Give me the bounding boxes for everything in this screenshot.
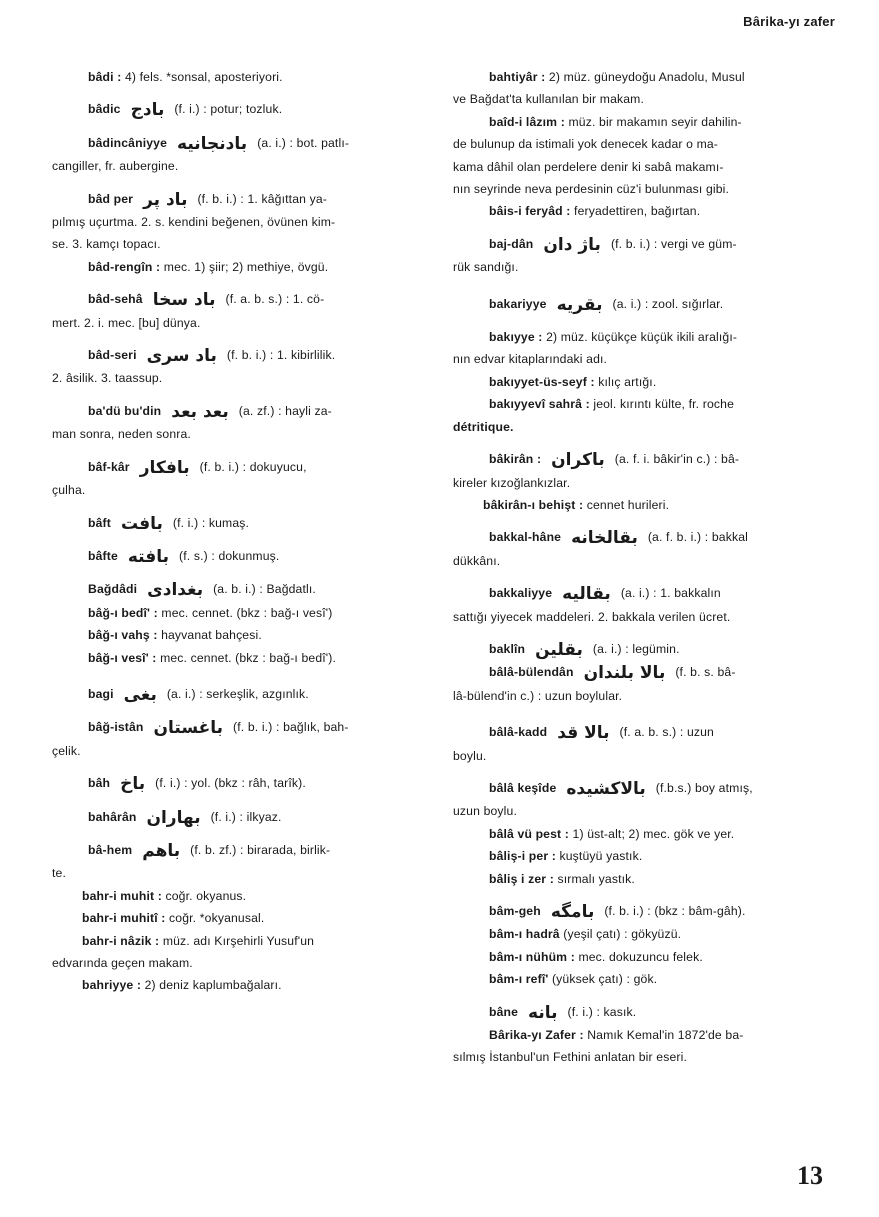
dictionary-entry	[453, 968, 831, 990]
headword: bahârân	[88, 809, 137, 824]
headword: bakkal-hâne	[489, 530, 562, 545]
dictionary-entry	[52, 716, 428, 762]
arabic-script: باكران	[551, 450, 605, 471]
headword: bakkaliyye	[489, 586, 553, 601]
dictionary-entry	[453, 638, 831, 661]
dictionary-entry	[52, 256, 428, 278]
definition: mec. 1) şiir; 2) methiye, övgü.	[163, 259, 329, 274]
dictionary-entry	[453, 526, 831, 572]
dictionary-entry	[453, 293, 831, 316]
headword: bâd per	[88, 191, 134, 206]
definition: 2) deniz kaplumbağaları.	[144, 978, 282, 993]
dictionary-entry	[453, 1001, 831, 1024]
headword: bâh	[88, 776, 111, 791]
headword: bâ-hem	[88, 842, 133, 857]
headword: bâğ-ı bedî' :	[88, 605, 158, 620]
arabic-script: بادنجانیه	[177, 133, 248, 154]
definition-continued: lâ-bülend'in c.) : uzun boylular.	[453, 688, 623, 703]
definition: feryadettiren, bağırtan.	[574, 204, 701, 219]
dictionary-entry	[453, 777, 831, 823]
arabic-script: بقالخانه	[571, 528, 638, 549]
dictionary-entry	[453, 494, 831, 516]
definition: mec. cennet. (bkz : bağ-ı bedî').	[160, 650, 337, 665]
dictionary-entry	[52, 930, 428, 975]
arabic-script: بالاکشیده	[566, 778, 646, 799]
headword: bâft	[88, 515, 111, 530]
headword: bahr-i muhitî :	[82, 911, 166, 926]
arabic-script: بادج	[130, 100, 165, 121]
definition: (f.b.s.) boy atmış,	[655, 780, 753, 795]
dictionary-entry	[52, 512, 428, 535]
headword: bakariyye	[489, 296, 547, 311]
dictionary-entry	[52, 624, 428, 646]
headword: bâd-sehâ	[88, 292, 143, 307]
headword: bahr-i nâzik :	[82, 933, 160, 948]
headword: bâğ-istân	[88, 720, 144, 735]
headword: bâğ-ı vesî' :	[88, 650, 157, 665]
definition: coğr. okyanus.	[165, 888, 247, 903]
arabic-script: بغی	[123, 684, 157, 705]
dictionary-entry	[52, 578, 428, 601]
right-column	[453, 66, 831, 1069]
definition: 2) müz. küçükçe küçük ikili aralığı-	[546, 330, 738, 345]
definition: 2) müz. güneydoğu Anadolu, Musul	[548, 70, 745, 84]
definition: jeol. kırıntı külte, fr. roche	[593, 397, 734, 412]
definition-continued: de bulunup da istimali yok denecek kadar o ma-	[453, 137, 719, 152]
dictionary-entry	[453, 823, 831, 845]
definition: (f. i.) : kasık.	[567, 1004, 637, 1019]
headword: bâdincâniyye	[88, 135, 168, 150]
headword: bâlâ-kadd	[489, 725, 548, 740]
headword: ba'dü bu'din	[88, 403, 162, 418]
dictionary-entry	[52, 907, 428, 929]
headword: bâdi :	[88, 70, 122, 84]
definition-continued: boylu.	[453, 748, 487, 763]
definition-continued: se. 3. kamçı topacı.	[52, 237, 161, 252]
definition: müz. bir makamın seyir dahilin-	[568, 114, 742, 129]
dictionary-entry	[52, 647, 428, 669]
definition-continued: rük sandığı.	[453, 260, 519, 275]
arabic-script: بالا قد	[557, 723, 610, 744]
definition: cennet hurileri.	[586, 497, 670, 512]
definition-continued: 2. âsilik. 3. taassup.	[52, 371, 163, 386]
headword: baj-dân	[489, 236, 534, 251]
definition-continued: détritique.	[453, 419, 514, 434]
dictionary-entry	[52, 806, 428, 829]
dictionary-entry	[453, 393, 831, 438]
arabic-script: بالا بلندان	[583, 663, 666, 684]
definition: (a. zf.) : hayli za-	[238, 403, 332, 418]
dictionary-entry	[52, 545, 428, 568]
arabic-script: بقریه	[556, 294, 603, 315]
dictionary-entry	[453, 923, 831, 945]
definition: hayvanat bahçesi.	[161, 628, 262, 643]
arabic-script: باژ دان	[543, 234, 601, 255]
definition: (a. f. i. bâkir'in c.) : bâ-	[614, 452, 740, 467]
definition-continued: kama dâhil olan perdelere denir ki sabâ makamı-	[453, 159, 724, 174]
headword: bâd-rengîn :	[88, 259, 161, 274]
definition: (f. i.) : yol. (bkz : râh, tarîk).	[155, 776, 306, 791]
dictionary-entry	[52, 66, 428, 88]
headword: bâm-ı hadrâ	[489, 927, 560, 942]
dictionary-entry	[52, 885, 428, 907]
dictionary-entry	[52, 132, 428, 178]
dictionary-entry	[52, 98, 428, 121]
definition: (f. b. s. bâ-	[675, 665, 736, 680]
dictionary-entry	[453, 233, 831, 279]
dictionary-entry	[453, 900, 831, 923]
dictionary-entry	[52, 288, 428, 334]
definition: (f. b. i.) : bağlık, bah-	[233, 720, 349, 735]
definition: kuştüyü yastık.	[559, 849, 643, 864]
definition: müz. adı Kırşehirli Yusuf'un	[162, 933, 315, 948]
headword: bâfte	[88, 548, 118, 563]
dictionary-entry	[52, 974, 428, 996]
arabic-script: بعد بعد	[171, 401, 229, 422]
definition-continued: çelik.	[52, 743, 81, 758]
dictionary-entry	[453, 326, 831, 371]
dictionary-entry	[52, 839, 428, 885]
definition-continued: nın seyrinde neva perdesinin cüz'i bulunması gibi.	[453, 182, 730, 197]
definition: mec. dokuzuncu felek.	[578, 949, 703, 964]
definition: Namık Kemal'in 1872'de ba-	[587, 1028, 744, 1043]
headword: bâliş i zer :	[489, 871, 554, 886]
arabic-script: باهم	[142, 840, 181, 861]
dictionary-entry	[453, 111, 831, 201]
headword: bahriyye :	[82, 978, 142, 993]
definition-continued: sılmış İstanbul'un Fethini anlatan bir eseri.	[453, 1050, 687, 1065]
dictionary-entry	[453, 946, 831, 968]
definition: (a. f. b. i.) : bakkal	[647, 530, 748, 545]
arabic-script: بهاران	[146, 807, 201, 828]
headword: Bârika-yı Zafer :	[489, 1028, 584, 1043]
arabic-script: بامگه	[550, 902, 595, 922]
arabic-script: بقلین	[535, 639, 583, 660]
definition-continued: ve Bağdat'ta kullanılan bir makam.	[453, 92, 645, 107]
dictionary-entry	[453, 200, 831, 222]
dictionary-entry	[52, 772, 428, 795]
arabic-script: بافته	[127, 546, 170, 567]
definition-continued: te.	[52, 866, 67, 881]
definition: (a. b. i.) : Bağdatlı.	[213, 582, 316, 597]
dictionary-entry	[453, 448, 831, 494]
definition-continued: nın edvar kitaplarındaki adı.	[453, 352, 608, 367]
definition: (yeşil çatı) : gökyüzü.	[563, 927, 682, 942]
arabic-script: باد سخا	[152, 290, 216, 311]
headword: bâlâ keşîde	[489, 780, 557, 795]
dictionary-entry	[453, 868, 831, 890]
dictionary-entry	[52, 400, 428, 446]
definition: (f. i.) : potur; tozluk.	[174, 102, 283, 117]
arabic-script: باخ	[120, 774, 146, 795]
definition: 4) fels. *sonsal, aposteriyori.	[124, 70, 283, 84]
headword: bâlâ-bülendân	[489, 665, 574, 680]
definition: (a. i.) : bot. patlı-	[257, 135, 350, 150]
dictionary-entry	[453, 582, 831, 628]
definition-continued: edvarında geçen makam.	[52, 956, 193, 970]
headword: bâis-i feryâd :	[489, 204, 571, 219]
dictionary-entry	[453, 1024, 831, 1069]
headword: bâdic	[88, 102, 121, 117]
definition-continued: cangiller, fr. aubergine.	[52, 159, 179, 174]
definition-continued: uzun boylu.	[453, 804, 517, 819]
dictionary-entry	[52, 344, 428, 390]
arabic-script: بقالیه	[562, 584, 611, 605]
headword: Bağdâdi	[88, 582, 138, 597]
dictionary-entry	[453, 721, 831, 767]
definition: (f. b. i.) : dokuyucu,	[199, 459, 307, 474]
definition-continued: pılmış uçurtma. 2. s. kendini beğenen, övünen kim-	[52, 215, 336, 230]
dictionary-entry	[453, 66, 831, 111]
headword: bâm-ı refî'	[489, 972, 549, 987]
definition-continued: sattığı yiyecek maddeleri. 2. bakkala verilen ücret.	[453, 609, 731, 624]
headword: bâf-kâr	[88, 459, 130, 474]
headword: bâkirân-ı behişt :	[483, 497, 584, 512]
headword: bakıyyevî sahrâ :	[489, 397, 590, 412]
dictionary-entry	[52, 602, 428, 624]
arabic-script: باد پر	[143, 189, 188, 210]
definition: (a. i.) : 1. bakkalın	[620, 586, 721, 601]
definition: (f. b. i.) : 1. kâğıttan ya-	[197, 191, 327, 206]
definition: (yüksek çatı) : gök.	[551, 972, 658, 987]
definition: (f. a. b. s.) : 1. cö-	[225, 292, 325, 307]
arabic-script: بغدادی	[147, 580, 204, 601]
headword: bâne	[489, 1004, 519, 1019]
dictionary-entry	[52, 456, 428, 502]
definition-continued: çulha.	[52, 483, 86, 498]
headword: baklîn	[489, 641, 526, 656]
definition: kılıç artığı.	[598, 374, 657, 389]
dictionary-entry	[52, 188, 428, 256]
definition: (a. i.) : serkeşlik, azgınlık.	[166, 686, 309, 701]
definition-continued: dükkânı.	[453, 553, 501, 568]
headword: bakıyye :	[489, 330, 543, 345]
dictionary-entry	[453, 371, 831, 393]
headword: bâd-seri	[88, 348, 137, 363]
dictionary-entry	[453, 845, 831, 867]
headword: baîd-i lâzım :	[489, 114, 565, 129]
left-column	[52, 66, 428, 997]
definition: (f. b. zf.) : birarada, birlik-	[190, 842, 331, 857]
arabic-script: باد سری	[146, 346, 217, 367]
headword: bahr-i muhit :	[82, 888, 162, 903]
headword: bâm-ı nühüm :	[489, 949, 575, 964]
definition: (f. a. b. s.) : uzun	[619, 725, 714, 740]
headword: bâkirân :	[489, 452, 542, 467]
definition-continued: man sonra, neden sonra.	[52, 427, 191, 442]
headword: bâm-geh	[489, 904, 541, 918]
definition: mec. cennet. (bkz : bağ-ı vesî')	[161, 605, 333, 620]
definition-continued: kireler kızoğlankızlar.	[453, 475, 571, 490]
arabic-script: بافت	[120, 513, 163, 534]
headword: bahtiyâr :	[489, 70, 546, 84]
definition: coğr. *okyanusal.	[169, 911, 265, 926]
definition: (a. i.) : legümin.	[592, 641, 680, 656]
dictionary-entry	[453, 661, 831, 707]
dictionary-entry	[52, 683, 428, 706]
definition: (f. b. i.) : vergi ve güm-	[610, 236, 737, 251]
definition: sırmalı yastık.	[557, 871, 635, 886]
definition: (f. b. i.) : 1. kibirlilik.	[226, 348, 336, 363]
headword: bâliş-i per :	[489, 849, 556, 864]
definition-continued: mert. 2. i. mec. [bu] dünya.	[52, 315, 201, 330]
definition: (a. i.) : zool. sığırlar.	[612, 296, 724, 311]
page-header-title: Bârika-yı zafer	[743, 14, 835, 29]
definition: (f. b. i.) : (bkz : bâm-gâh).	[604, 904, 746, 918]
definition: (f. s.) : dokunmuş.	[179, 548, 280, 563]
headword: bâlâ vü pest :	[489, 826, 569, 841]
arabic-script: بانه	[528, 1002, 558, 1023]
definition: 1) üst-alt; 2) mec. gök ve yer.	[572, 826, 735, 841]
arabic-script: باغستان	[153, 718, 224, 739]
page-number: 13	[797, 1161, 823, 1190]
headword: bâğ-ı vahş :	[88, 628, 158, 643]
definition: (f. i.) : kumaş.	[172, 515, 250, 530]
arabic-script: بافکار	[139, 457, 190, 478]
headword: bakıyyet-üs-seyf :	[489, 374, 595, 389]
headword: bagi	[88, 686, 114, 701]
definition: (f. i.) : ilkyaz.	[210, 809, 282, 824]
